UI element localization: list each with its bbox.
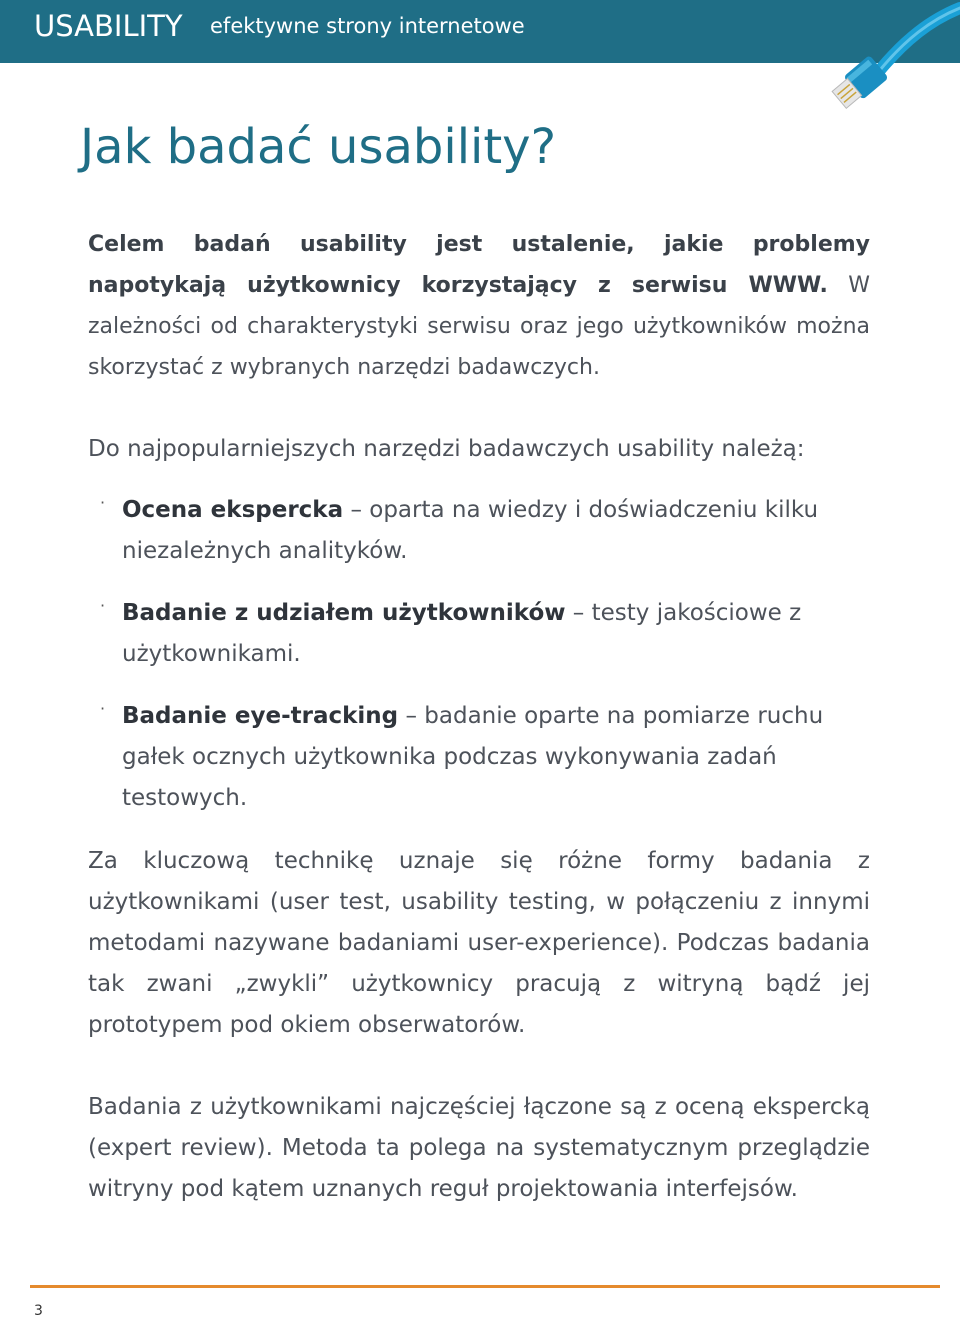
bullet-icon: · — [100, 699, 106, 718]
header-tagline: efektywne strony internetowe — [210, 14, 525, 38]
brand-title: USABILITY — [34, 9, 183, 43]
page-number: 3 — [34, 1303, 43, 1319]
bullet-icon: · — [100, 493, 106, 512]
page-title: Jak badać usability? — [80, 119, 557, 175]
intro-lead: Celem badań usability jest ustalenie, jakie problemy napotykają użytkownicy korzystający z serwisu WWW. — [88, 232, 870, 298]
list-item-term: Badanie z udziałem użytkowników — [122, 600, 566, 626]
main-content — [88, 224, 870, 1210]
tools-list — [88, 490, 870, 819]
list-item — [88, 696, 870, 819]
footer-rule — [30, 1285, 940, 1288]
list-intro: Do najpopularniejszych narzędzi badawczych usability należą: — [88, 436, 805, 462]
list-item-desc: – badanie oparte na pomiarze ruchu gałek ocznych użytkownika podczas wykonywania zadań testowych. — [122, 703, 824, 811]
bullet-icon: · — [100, 596, 106, 615]
intro-paragraph — [88, 224, 870, 388]
list-item-term: Badanie eye-tracking — [122, 703, 399, 729]
list-item-desc: – oparta na wiedzy i doświadczeniu kilku niezależnych analityków. — [122, 497, 819, 564]
paragraph-expert-review: Badania z użytkownikami najczęściej łączone są z oceną ekspercką (expert review). Metoda ta polega na systematycznym przeglądzie witryny pod kątem uznanych reguł projektowania interfejsów. — [88, 1094, 870, 1202]
list-item — [88, 490, 870, 572]
intro-rest: W zależności od charakterystyki serwisu oraz jego użytkowników można skorzystać z wybranych narzędzi badawczych. — [88, 273, 870, 380]
network-cable-icon — [810, 0, 960, 140]
list-item — [88, 593, 870, 675]
list-item-term: Ocena ekspercka — [122, 497, 344, 523]
list-item-desc: – testy jakościowe z użytkownikami. — [122, 600, 802, 667]
paragraph-key-technique: Za kluczową technikę uznaje się różne formy badania z użytkownikami (user test, usability testing, w połączeniu z innymi metodami nazywane badaniami user-experience). Podczas badania tak zwani „zwykli” użytkownicy pracują z witryną bądź jej prototypem pod okiem obserwatorów. — [88, 848, 870, 1038]
